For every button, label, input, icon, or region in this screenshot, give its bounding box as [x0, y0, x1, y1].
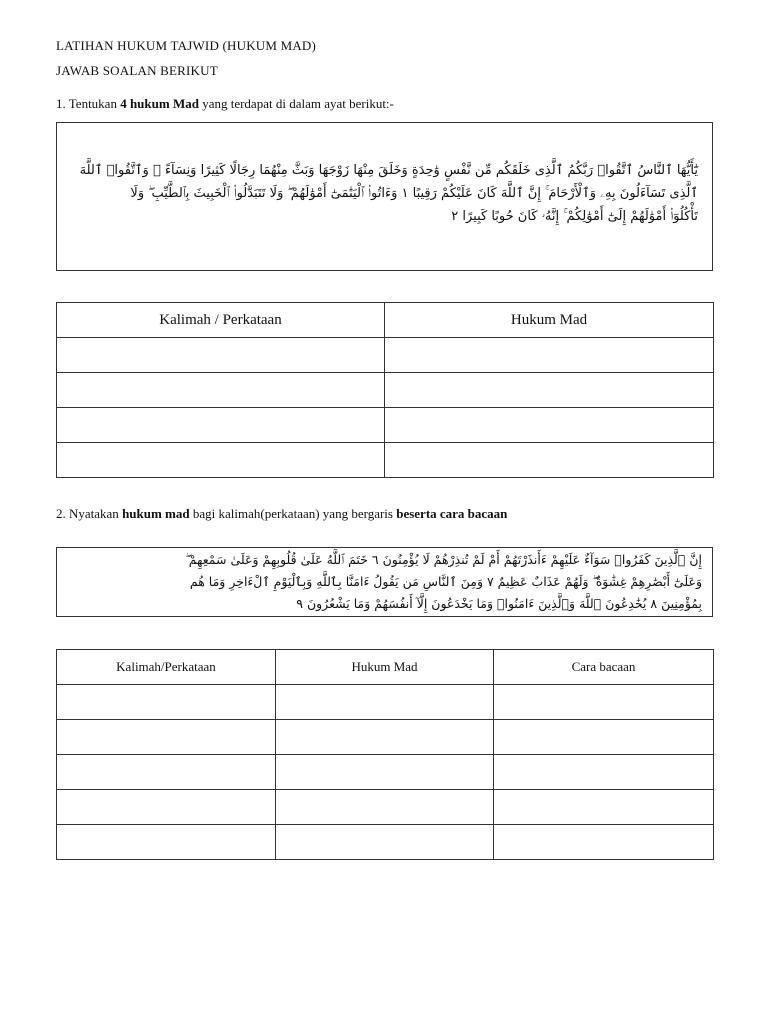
answer-cell[interactable] — [494, 755, 714, 790]
header-hukum-mad: Hukum Mad — [276, 650, 494, 685]
table-row — [57, 373, 714, 408]
question-1-prompt — [56, 96, 394, 112]
answer-cell[interactable] — [57, 685, 276, 720]
question-2-bold-2: beserta cara bacaan — [396, 506, 508, 521]
answer-cell[interactable] — [57, 720, 276, 755]
table-row — [57, 790, 714, 825]
ayat-box-2 — [56, 547, 713, 617]
answer-cell[interactable] — [494, 790, 714, 825]
answer-cell[interactable] — [276, 825, 494, 860]
table-row — [57, 408, 714, 443]
answer-cell[interactable] — [57, 338, 385, 373]
table-header-row — [57, 650, 714, 685]
answer-cell[interactable] — [276, 755, 494, 790]
question-2-prefix: 2. Nyatakan — [56, 506, 123, 521]
question-1-prefix: 1. Tentukan — [56, 96, 121, 111]
answer-cell[interactable] — [494, 720, 714, 755]
header-hukum-mad: Hukum Mad — [385, 303, 714, 338]
ayat-line: وَعَلَىٰٓ أَبْصَٰرِهِمْ غِشَٰوَةٌ ۖ وَلَهُمْ عَذَابٌ عَظِيمٌ ٧ وَمِنَ ٱلنَّاسِ مَن يَقُولُ ءَامَنَّا بِٱللَّهِ وَبِٱلْيَوْمِ ٱلْءَاخِرِ وَمَا هُم — [189, 574, 702, 589]
question-2-middle: bagi kalimah(perkataan) yang bergaris — [189, 506, 397, 521]
ayat-text-2 — [57, 548, 712, 615]
answer-cell[interactable] — [494, 685, 714, 720]
ayat-line: تَأْكُلُوٓا۟ أَمْوَٰلَهُمْ إِلَىٰٓ أَمْوَٰلِكُمْ ۚ إِنَّهُۥ كَانَ حُوبًا كَبِيرًا ٢ — [451, 209, 698, 224]
question-2-bold-1: hukum mad — [122, 506, 190, 521]
answer-cell[interactable] — [494, 825, 714, 860]
answer-cell[interactable] — [57, 443, 385, 478]
answer-cell[interactable] — [57, 408, 385, 443]
ayat-line: يَٰٓأَيُّهَا ٱلنَّاسُ ٱتَّقُوا۟ رَبَّكُمُ ٱلَّذِى خَلَقَكُم مِّن نَّفْسٍ وَٰحِدَةٍ وَخَلَقَ مِنْهَا زَوْجَهَا وَبَثَّ مِنْهُمَا رِجَالًا كَثِيرًا وَنِسَآءً ۚ وَٱتَّقُوا۟ ٱللَّهَ — [79, 163, 698, 178]
answer-cell[interactable] — [276, 685, 494, 720]
answer-cell[interactable] — [57, 825, 276, 860]
worksheet-subtitle: JAWAB SOALAN BERIKUT — [56, 63, 218, 78]
answer-cell[interactable] — [276, 720, 494, 755]
answer-cell[interactable] — [57, 790, 276, 825]
answer-cell[interactable] — [385, 443, 714, 478]
table-row — [57, 443, 714, 478]
answer-table-2 — [56, 649, 714, 860]
question-1-bold: 4 hukum Mad — [120, 96, 199, 111]
table-row — [57, 720, 714, 755]
ayat-line: ٱلَّذِى تَسَآءَلُونَ بِهِۦ وَٱلْأَرْحَامَ ۚ إِنَّ ٱللَّهَ كَانَ عَلَيْكُمْ رَقِيبًا ١ وَءَاتُوا۟ ٱلْيَتَٰمَىٰٓ أَمْوَٰلَهُمْ ۖ وَلَا تَتَبَدَّلُوا۟ ٱلْخَبِيثَ بِٱلطَّيِّبِ ۖ وَلَا — [130, 186, 698, 201]
answer-cell[interactable] — [57, 373, 385, 408]
question-1-suffix: yang terdapat di dalam ayat berikut:- — [198, 96, 394, 111]
answer-cell[interactable] — [385, 373, 714, 408]
table-row — [57, 338, 714, 373]
answer-cell[interactable] — [57, 755, 276, 790]
ayat-text-1 — [57, 123, 712, 228]
answer-cell[interactable] — [276, 790, 494, 825]
answer-cell[interactable] — [385, 408, 714, 443]
header-kalimah: Kalimah / Perkataan — [57, 303, 385, 338]
table-row — [57, 685, 714, 720]
ayat-line: بِمُؤْمِنِينَ ٨ يُخَٰدِعُونَ ٱللَّهَ وَٱلَّذِينَ ءَامَنُوا۟ وَمَا يَخْدَعُونَ إِلَّآ أَنفُسَهُمْ وَمَا يَشْعُرُونَ ٩ — [296, 596, 702, 611]
table-row — [57, 755, 714, 790]
question-2-prompt — [56, 506, 507, 522]
answer-table-1 — [56, 302, 714, 478]
table-header-row — [57, 303, 714, 338]
header-kalimah: Kalimah/Perkataan — [57, 650, 276, 685]
ayat-box-1 — [56, 122, 713, 271]
ayat-line: إِنَّ ٱلَّذِينَ كَفَرُوا۟ سَوَآءٌ عَلَيْهِمْ ءَأَنذَرْتَهُمْ أَمْ لَمْ تُنذِرْهُمْ لَا يُؤْمِنُونَ ٦ خَتَمَ ٱللَّهُ عَلَىٰ قُلُوبِهِمْ وَعَلَىٰ سَمْعِهِمْ ۖ — [185, 552, 702, 567]
header-cara-bacaan: Cara bacaan — [494, 650, 714, 685]
answer-cell[interactable] — [385, 338, 714, 373]
worksheet-title: LATIHAN HUKUM TAJWID (HUKUM MAD) — [56, 38, 317, 53]
table-row — [57, 825, 714, 860]
